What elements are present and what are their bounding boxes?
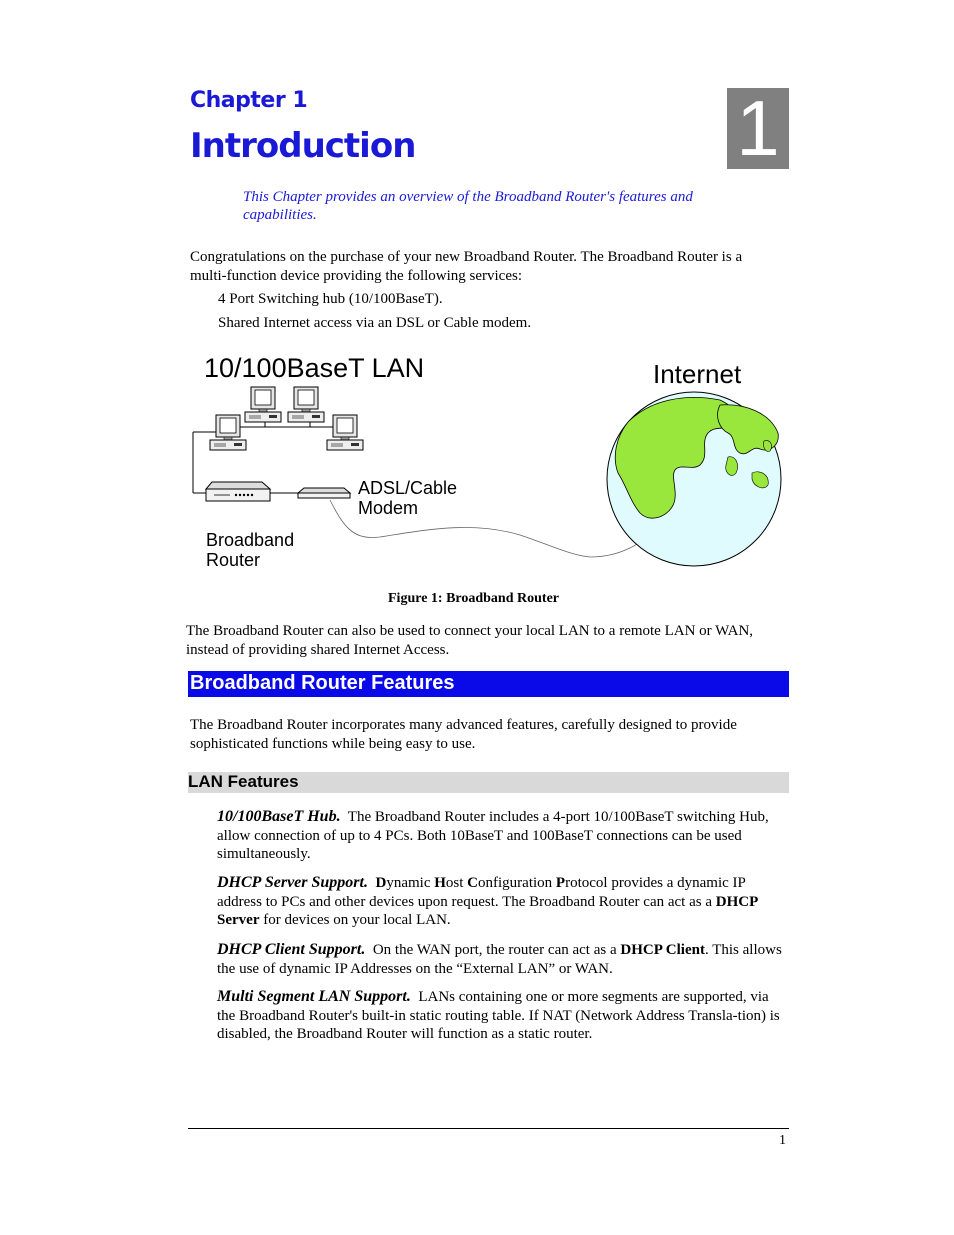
feature-text: ynamic [386, 875, 435, 891]
feature-hub [217, 808, 785, 864]
feature-multi-segment [217, 988, 785, 1044]
figure-caption: Figure 1: Broadband Router [388, 591, 559, 606]
service-item-hub: 4 Port Switching hub (10/100BaseT). [218, 291, 443, 307]
page-number: 1 [779, 1133, 786, 1148]
chapter-label: Chapter 1 [190, 88, 308, 113]
intro-paragraph: Congratulations on the purchase of your new Broadband Router. The Broadband Router is a multi-function device providing the following services: [190, 249, 743, 284]
lan-wan-paragraph: The Broadband Router can also be used to connect your local LAN to a remote LAN or WAN, instead of providing shared Internet Access. [186, 623, 754, 658]
pc-icon [327, 415, 363, 450]
feature-text: The Broadband Router includes a 4-port 10/100BaseT switching Hub, allow connection of up to 4 PCs. Both 10BaseT and 100BaseT connections can be used simultaneously. [217, 809, 769, 862]
footer-rule [188, 1128, 789, 1129]
feature-text: rotocol provides a dynamic IP address to PCs and other devices upon request. The Broadband Router can act as a [217, 875, 746, 910]
feature-text: On the WAN port, the router can act as a [372, 942, 621, 958]
bold-term: DHCP Client [620, 942, 705, 958]
feature-heading: Multi Segment LAN Support. [217, 988, 411, 1005]
section-title: Broadband Router Features [190, 672, 455, 694]
lan-label: 10/100BaseT LAN [204, 353, 425, 383]
pc-icon [288, 387, 324, 422]
subsection-title: LAN Features [188, 772, 299, 791]
modem-label-line-1: ADSL/Cable [358, 478, 458, 498]
feature-heading: 10/100BaseT Hub. [217, 808, 341, 825]
router-label [206, 530, 294, 570]
subsection-header [188, 772, 789, 793]
router-label-line-2: Router [206, 550, 261, 570]
router-icon [206, 482, 270, 501]
feature-heading: DHCP Client Support. [217, 941, 366, 958]
feature-text: ost [445, 875, 468, 891]
feature-heading: DHCP Server Support. [217, 874, 368, 891]
acronym-letter: H [434, 875, 446, 891]
feature-text: onfiguration [478, 875, 556, 891]
modem-icon [298, 488, 350, 498]
section-paragraph: The Broadband Router incorporates many advanced features, carefully designed to provide sophisticated functions while being easy to use. [190, 717, 737, 752]
router-label-line-1: Broadband [206, 530, 295, 550]
modem-label-line-2: Modem [358, 498, 419, 518]
feature-text: for devices on your local LAN. [259, 912, 451, 928]
chapter-summary: This Chapter provides an overview of the Broadband Router's features and capabilities. [243, 189, 693, 223]
feature-dhcp-client [217, 941, 785, 978]
bold-term: DHCP Server [217, 893, 758, 928]
internet-label: Internet [653, 359, 742, 389]
acronym-letter: P [555, 875, 566, 891]
modem-label [358, 478, 457, 518]
section-header [188, 671, 789, 697]
feature-text: LANs containing one or more segments are supported, via the Broadband Router's built-in static routing table. If NAT (Network Address Transla-tion) is disabled, the Broadband Router will function as a static router. [217, 989, 780, 1042]
pc-icon [245, 387, 281, 422]
service-item-internet: Shared Internet access via an DSL or Cable modem. [218, 315, 532, 331]
acronym-letter: C [467, 875, 479, 891]
chapter-number-box: 1 [727, 88, 789, 169]
feature-dhcp-server [217, 874, 785, 930]
chapter-title: Introduction [190, 126, 416, 166]
acronym-letter: D [375, 875, 387, 891]
feature-text: . This allows the use of dynamic IP Addresses on the “External LAN” or WAN. [217, 942, 782, 977]
globe-icon [607, 392, 781, 566]
